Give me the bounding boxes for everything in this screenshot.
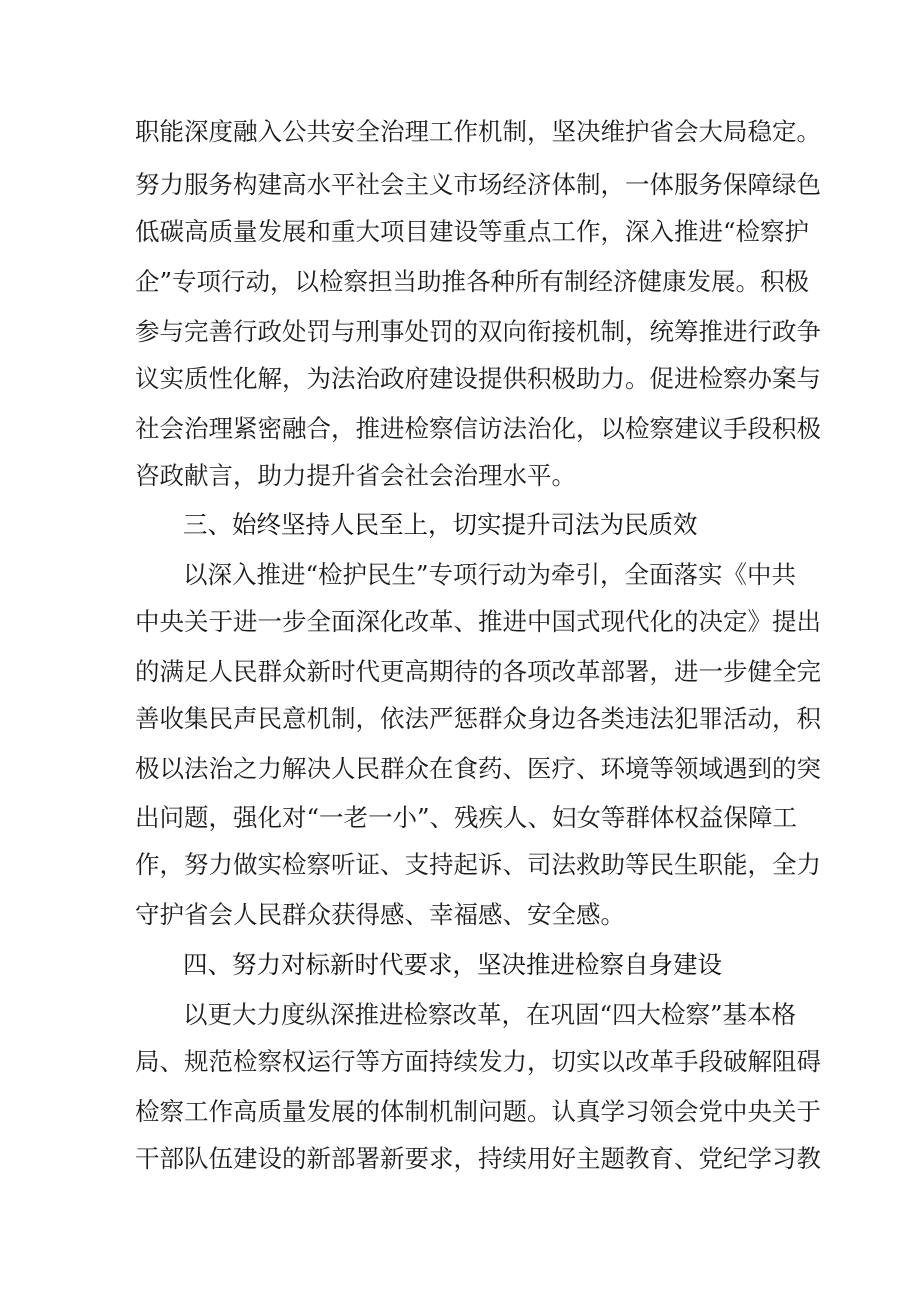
section-heading: 三、始终坚持人民至上，切实提升司法为民质效 — [183, 510, 698, 539]
text-line: 检察工作高质量发展的体制机制问题。认真学习领会党中央关于 — [135, 1097, 821, 1126]
text-line: 以更大力度纵深推进检察改革，在巩固“四大检察”基本格 — [183, 1000, 797, 1029]
text-line: 善收集民声民意机制，依法严惩群众身边各类违法犯罪活动，积 — [135, 704, 821, 733]
text-line: 干部队伍建设的新部署新要求，持续用好主题教育、党纪学习教 — [135, 1144, 821, 1173]
text-line: 极以法治之力解决人民群众在食药、医疗、环境等领域遇到的突 — [135, 754, 821, 783]
text-line: 咨政献言，助力提升省会社会治理水平。 — [135, 461, 576, 490]
text-line: 出问题，强化对“一老一小”、残疾人、妇女等群体权益保障工 — [135, 803, 798, 832]
text-line: 的满足人民群众新时代更高期待的各项改革部署，进一步健全完 — [135, 657, 821, 686]
text-line: 社会治理紧密融合，推进检察信访法治化，以检察建议手段积极 — [135, 414, 821, 443]
text-line: 作，努力做实检察听证、支持起诉、司法救助等民生职能，全力 — [135, 850, 821, 879]
text-line: 中央关于进一步全面深化改革、推进中国式现代化的决定》提出 — [135, 607, 821, 636]
text-line: 参与完善行政处罚与刑事处罚的双向衔接机制，统筹推进行政争 — [135, 317, 821, 346]
text-line: 努力服务构建高水平社会主义市场经济体制，一体服务保障绿色 — [135, 170, 821, 199]
text-line: 企”专项行动，以检察担当助推各种所有制经济健康发展。积极 — [135, 267, 810, 296]
text-line: 守护省会人民群众获得感、幸福感、安全感。 — [135, 900, 625, 929]
text-line: 职能深度融入公共安全治理工作机制，坚决维护省会大局稳定。 — [135, 117, 821, 146]
text-line: 议实质性化解，为法治政府建设提供积极助力。促进检察办案与 — [135, 364, 821, 393]
section-heading: 四、努力对标新时代要求，坚决推进检察自身建设 — [183, 950, 722, 979]
text-line: 低碳高质量发展和重大项目建设等重点工作，深入推进“检察护 — [135, 217, 810, 246]
text-line: 以深入推进“检护民生”专项行动为牵引，全面落实《中共 — [183, 560, 797, 589]
text-line: 局、规范检察权运行等方面持续发力，切实以改革手段破解阻碍 — [135, 1047, 821, 1076]
